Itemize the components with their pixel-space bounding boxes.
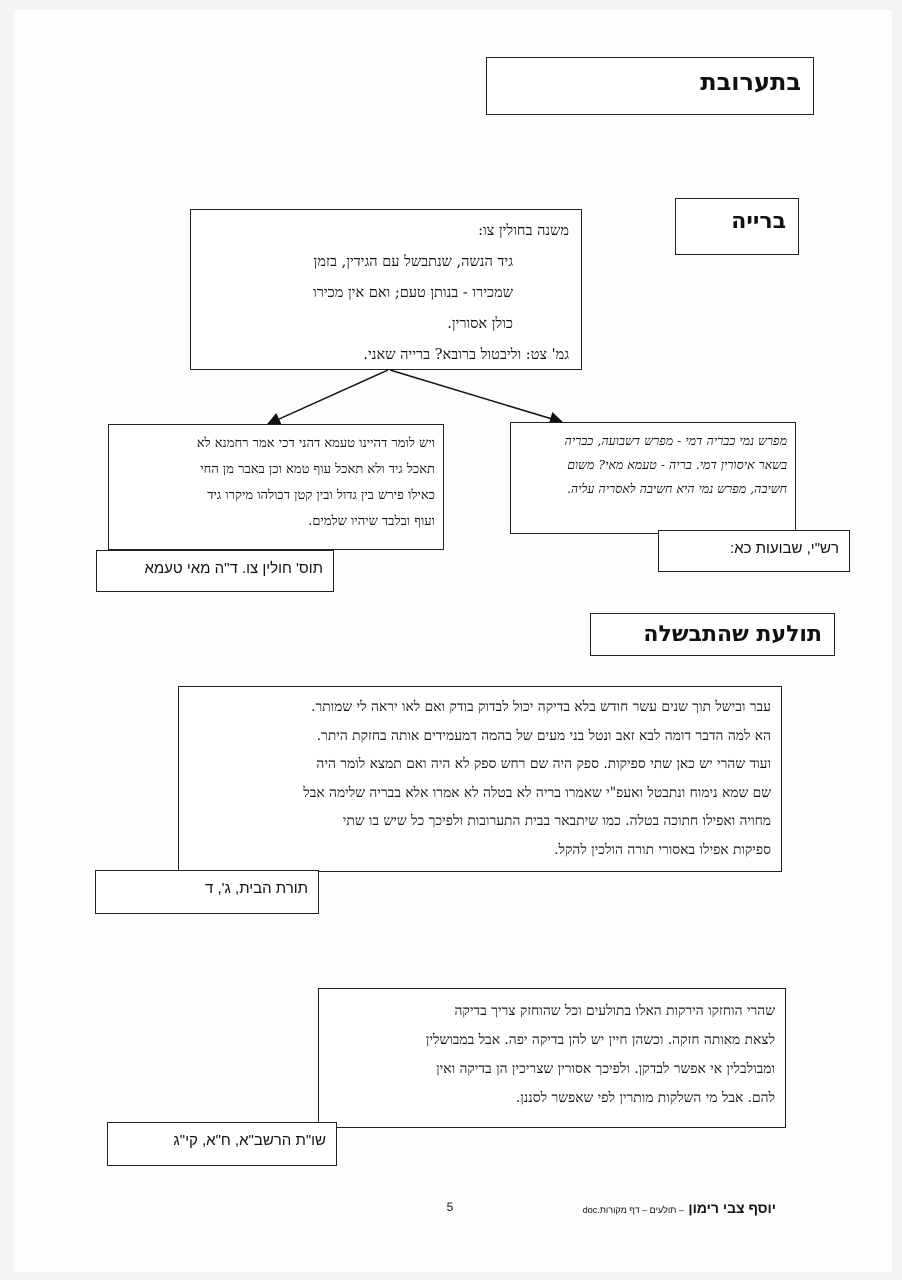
rashba-source: שו"ת הרשב"א, ח"א, קי"ג: [173, 1132, 326, 1149]
tosafot-source-label: [96, 550, 334, 592]
torat-habayit-line: הא למה הדבר דומה לבא זאב ונטל בני מעים של בהמה דמעמידים אותה בחזקת היתר.: [316, 727, 771, 744]
torat-habayit-line: ועוד שהרי יש כאן שתי ספיקות. ספק היה שם רחש ספק לא היה ואם תמצא לומר היה: [316, 756, 771, 772]
torat-habayit-line: עבר ובישל תוך שנים עשר חודש בלא בדיקה יכול לבדוק בודק ואם לאו יראה לי שמותר.: [311, 699, 771, 715]
section2-title: תולעת שהתבשלה: [643, 622, 822, 647]
rashi-line: מפרש נמי כבריה דמי - מפרש דשבועה, כבריה: [564, 433, 787, 448]
footer-doc-name: – תולעים – דף מקורות.doc: [582, 1205, 684, 1215]
rashi-source: רש"י, שבועות כא:: [730, 540, 839, 557]
tosafot-source: תוס' חולין צו. ד"ה מאי טעמא: [144, 560, 323, 577]
mishna-line: שמכירו - בנותן טעם; ואם אין מכירו: [313, 285, 513, 301]
rashi-source-label: [658, 530, 850, 572]
torat-habayit-line: מחויה ואפילו חתוכה בטלה. כמו שיתבאר בבית התערובות ולפיכך כל שיש בו שתי: [342, 813, 771, 829]
rashba-line: ומבולבלין אי אפשר לבדקן. ולפיכך אסורין שצריכין הן בדיקה ואין: [436, 1061, 775, 1077]
rashi-line: בשאר איסורין דמי. בריה - טעמא מאי? משום: [567, 457, 787, 472]
tosafot-line: ועוף ובלבד שיהיו שלמים.: [308, 514, 435, 529]
mishna-line: כולן אסורין.: [447, 316, 513, 332]
footer-author-line: [556, 1200, 776, 1218]
section2-title-box: [590, 613, 835, 656]
rashba-line: שהרי הוחזקו הירקות האלו בתולעים וכל שהוחזק צריך בדיקה: [454, 1003, 775, 1019]
torat-habayit-source-label: [95, 870, 319, 914]
mishna-heading: משנה בחולין צו:: [478, 223, 569, 239]
tosafot-box: [108, 424, 444, 550]
rashi-box: [510, 422, 796, 534]
torat-habayit-box: [178, 686, 782, 872]
tosafot-line: כאילו פירש בין גדול ובין קטן דכולהו מיקרו גיד: [207, 488, 435, 503]
tosafot-line: ויש לומר דהיינו טעמא דהני דכי אמר רחמנא לא: [196, 436, 435, 451]
mishna-box: [190, 209, 582, 370]
section1-title: ברייה: [731, 209, 786, 234]
rashi-line: חשיבה, מפרש נמי היא חשיבה לאסריה עליה.: [566, 481, 787, 496]
footer-author: יוסף צבי רימון: [688, 1200, 776, 1216]
rashba-source-label: [107, 1122, 337, 1166]
header-title: בתערובת: [700, 68, 801, 96]
rashba-line: לצאת מאותה חזקה. וכשהן חיין יש להן בדיקה יפה. אבל במבושלין: [425, 1032, 775, 1048]
header-title-box: [486, 57, 814, 115]
torat-habayit-line: ספיקות אפילו באסורי תורה הולכין להקל.: [554, 841, 771, 858]
mishna-line: גיד הנשה, שנתבשל עם הגידין, בזמן: [313, 254, 513, 270]
gemara-line: גמ' צט: וליבטול ברובא? ברייה שאני.: [363, 347, 569, 363]
rashba-line: להם. אבל מי השלקות מותרין לפי שאפשר לסננן.: [515, 1090, 775, 1106]
torat-habayit-source: תורת הבית, ג', ד: [205, 880, 308, 897]
tosafot-line: תאכל גיד ולא תאכל עוף טמא וכן באבר מן החי: [200, 462, 435, 477]
section1-title-box: [675, 198, 799, 255]
page-number: 5: [446, 1200, 454, 1214]
torat-habayit-line: שם שמא נימוח ונתבטל ואעפ"י שאמרו בריה לא בטלה לא אמרו אלא בבריה שלימה אבל: [303, 784, 771, 801]
rashba-box: [318, 988, 786, 1128]
